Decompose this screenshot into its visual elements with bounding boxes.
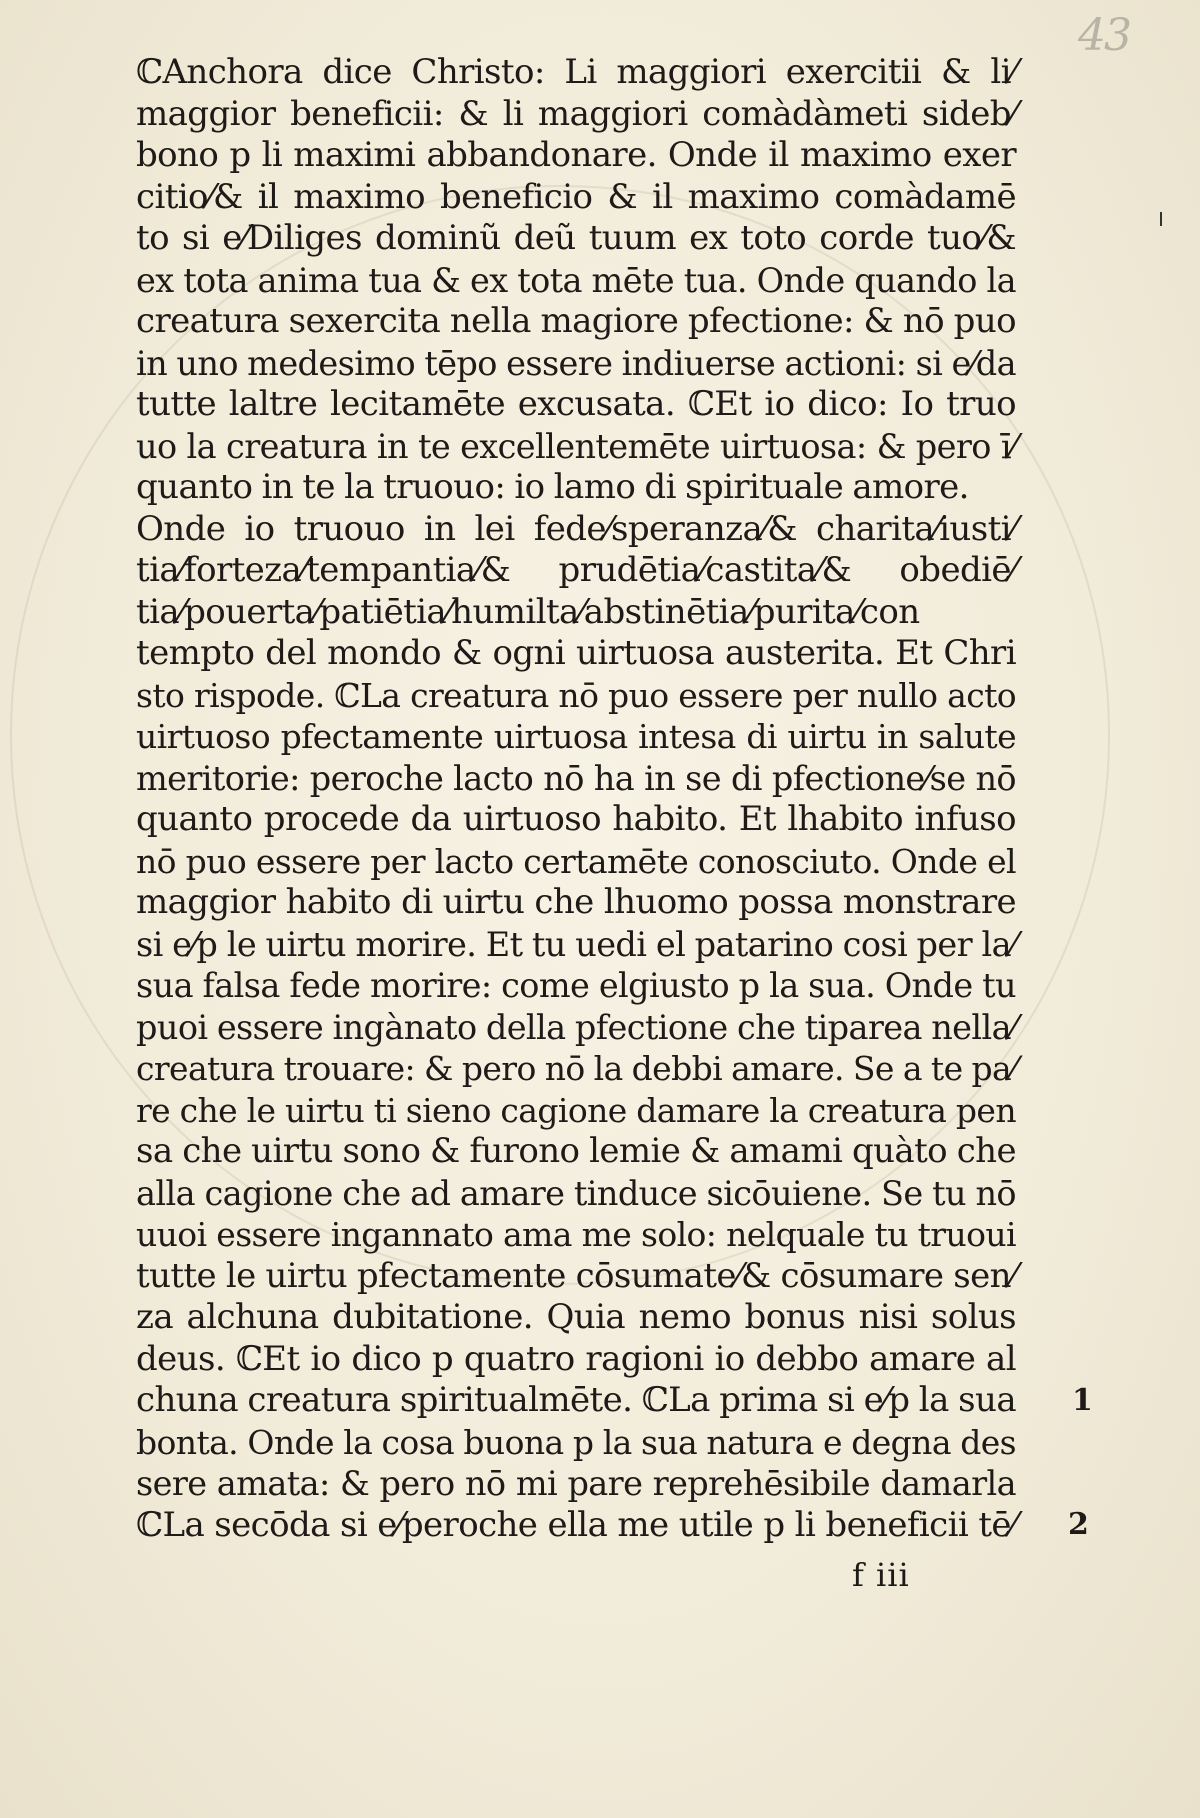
text-line: quanto in te la truouo: io lamo di spirituale amore. <box>136 467 969 507</box>
text-line: alla cagione che ad amare tinduce sicōuiene. Se tu nō <box>136 1173 1016 1213</box>
text-line: tutte le uirtu pfectamente cōsumate⁄& cōsumare sen⁄ <box>136 1255 1016 1296</box>
text-line: bonta. Onde la cosa buona p la sua natura e degna des <box>136 1422 1016 1462</box>
text-line: tempto del mondo & ogni uirtuosa austerita. Et Chri <box>136 633 1016 673</box>
text-line: sua falsa fede morire: come elgiusto p la sua. Onde tu <box>136 966 1016 1005</box>
text-line: tia⁄forteza⁄tempantia⁄& prudētia⁄castita⁄& obediē⁄ <box>136 550 1016 590</box>
text-line: nō puo essere per lacto certamēte conosciuto. Onde el <box>136 841 1016 881</box>
text-line: in uno medesimo tēpo essere indiuerse actioni: si e⁄da <box>136 343 1016 383</box>
text-line: za alchuna dubitatione. Quia nemo bonus nisi solus <box>136 1297 1016 1337</box>
text-line: tia⁄pouerta⁄patiētia⁄humilta⁄abstinētia⁄purita⁄con <box>136 591 920 632</box>
text-line: uirtuoso pfectamente uirtuosa intesa di uirtu in salute <box>136 717 1016 756</box>
signature-mark: f iii <box>852 1556 910 1594</box>
text-line: to si e⁄Diliges dominũ deũ tuum ex toto corde tuo⁄& <box>136 218 1016 258</box>
text-line: sa che uirtu sono & furono lemie & amami quàto che <box>136 1131 1016 1171</box>
text-line: sere amata: & pero nō mi pare reprehēsibile damarla <box>136 1464 1016 1503</box>
text-line: bono p li maximi abbandonare. Onde il maximo exer <box>136 135 1016 175</box>
text-line: chuna creatura spiritualmēte. ℂLa prima si e⁄p la sua <box>136 1380 1016 1420</box>
text-line: sto rispode. ℂLa creatura nō puo essere per nullo acto <box>136 675 1016 715</box>
text-line: maggior habito di uirtu che lhuomo possa monstrare <box>136 882 1016 922</box>
text-line: uo la creatura in te excellentemēte uirtuosa: & pero ī⁄ <box>136 426 1016 466</box>
pencil-folio-number: 43 <box>1078 10 1130 61</box>
text-line: re che le uirtu ti sieno cagione damare la creatura pen <box>136 1090 1016 1130</box>
margin-number-1: 1 <box>1072 1383 1093 1418</box>
text-line: uuoi essere ingannato ama me solo: nelquale tu truoui <box>136 1215 1016 1254</box>
text-line: maggior beneficii: & li maggiori comàdàmeti sideb⁄ <box>136 93 1016 134</box>
margin-mark <box>1160 212 1162 226</box>
text-line: meritorie: peroche lacto nō ha in se di pfectione⁄se nō <box>136 758 1016 798</box>
text-line: Onde io truouo in lei fede⁄speranza⁄& charita⁄iusti⁄ <box>136 508 1016 549</box>
text-line: creatura trouare: & pero nō la debbi amare. Se a te pa⁄ <box>136 1049 1016 1088</box>
text-block <box>136 52 1016 1546</box>
text-line: ex tota anima tua & ex tota mēte tua. Onde quando la <box>136 260 1016 300</box>
margin-number-2: 2 <box>1068 1507 1089 1542</box>
text-line: ℂLa secōda si e⁄peroche ella me utile p li beneficii tē⁄ <box>136 1504 1016 1545</box>
text-line: citio⁄& il maximo beneficio & il maximo comàdamē <box>136 176 1016 217</box>
text-line: tutte laltre lecitamēte excusata. ℂEt io dico: Io truo <box>136 384 1016 424</box>
text-line: creatura sexercita nella magiore pfectione: & nō puo <box>136 301 1016 341</box>
text-line: deus. ℂEt io dico p quatro ragioni io debbo amare al <box>136 1338 1016 1379</box>
text-line: quanto procede da uirtuoso habito. Et lhabito infuso <box>136 799 1016 839</box>
text-line: puoi essere ingànato della pfectione che tiparea nella⁄ <box>136 1007 1016 1047</box>
text-line: ℂAnchora dice Christo: Li maggiori exercitii & li⁄ <box>136 52 1016 92</box>
text-line: si e⁄p le uirtu morire. Et tu uedi el patarino cosi per la⁄ <box>136 924 1016 964</box>
